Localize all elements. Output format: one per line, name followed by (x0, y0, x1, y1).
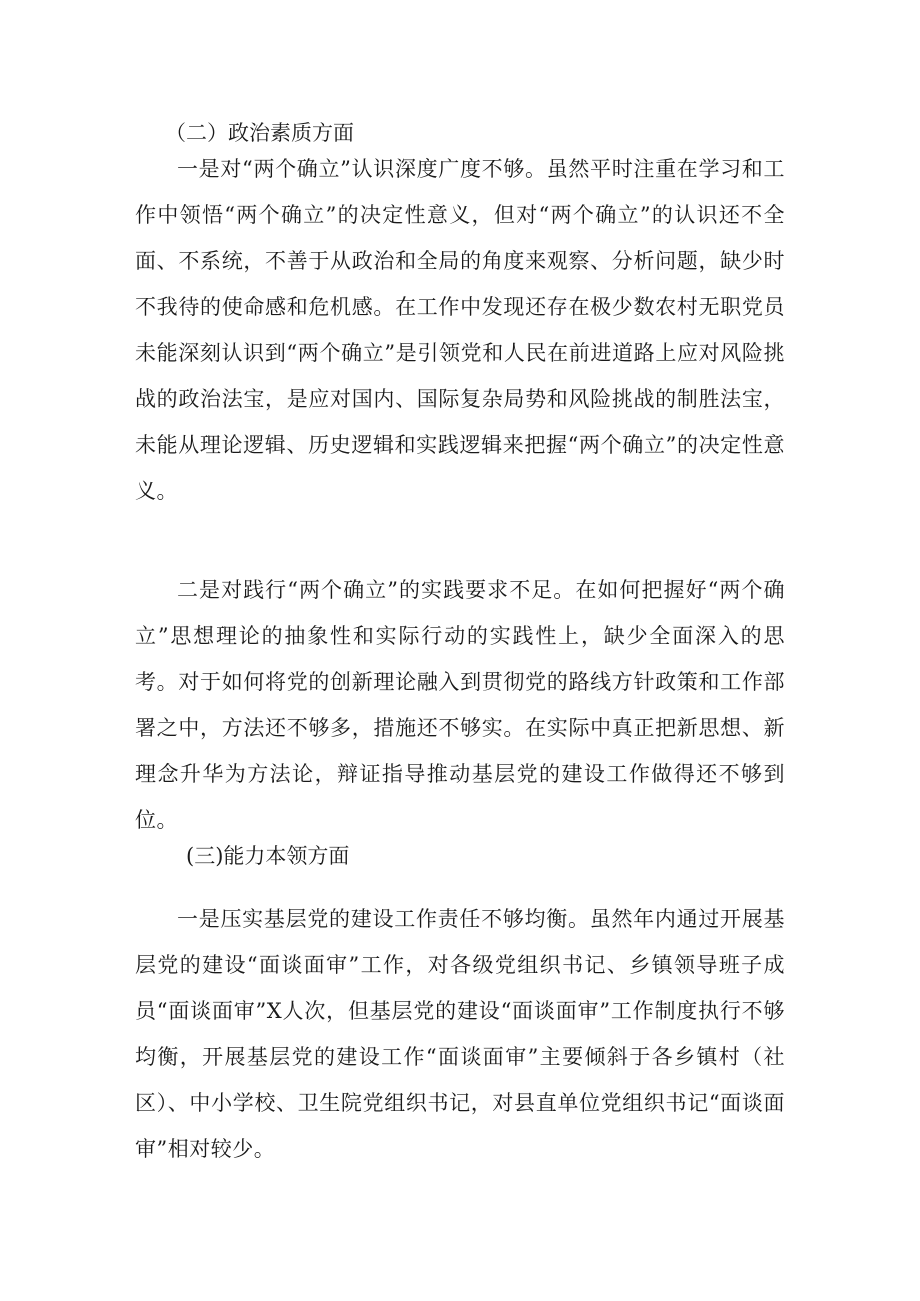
section-heading-political-quality: （二）政治素质方面 (165, 121, 354, 145)
section-heading-ability: (三)能力本领方面 (186, 844, 350, 868)
paragraph-two-establishments-practice: 二是对践行“两个确立”的实践要求不足。在如何把握好“两个确立”思想理论的抽象性和实际行动的实践性上，缺少全面深入的思考。对于如何将党的创新理论融入到贯彻党的路线方针政策和工作部署之中，方法还不够多，措施还不够实。在实际中真正把新思想、新理念升华为方法论，辩证指导推动基层党的建设工作做得还不够到位。 (135, 578, 785, 832)
paragraph-grassroots-responsibility: 一是压实基层党的建设工作责任不够均衡。虽然年内通过开展基层党的建设“面谈面审”工作，对各级党组织书记、乡镇领导班子成员“面谈面审”X人次，但基层党的建设“面谈面审”工作制度执行不够均衡，开展基层党的建设工作“面谈面审”主要倾斜于各乡镇村（社区）、中小学校、卫生院党组织书记，对县直单位党组织书记“面谈面审”相对较少。 (135, 907, 785, 1161)
paragraph-two-establishments-understanding: 一是对“两个确立”认识深度广度不够。虽然平时注重在学习和工作中领悟“两个确立”的决定性意义，但对“两个确立”的认识还不全面、不系统，不善于从政治和全局的角度来观察、分析问题，缺少时不我待的使命感和危机感。在工作中发现还存在极少数农村无职党员未能深刻认识到“两个确立”是引领党和人民在前进道路上应对风险挑战的政治法宝，是应对国内、国际复杂局势和风险挑战的制胜法宝，未能从理论逻辑、历史逻辑和实践逻辑来把握“两个确立”的决定性意义。 (135, 157, 785, 503)
